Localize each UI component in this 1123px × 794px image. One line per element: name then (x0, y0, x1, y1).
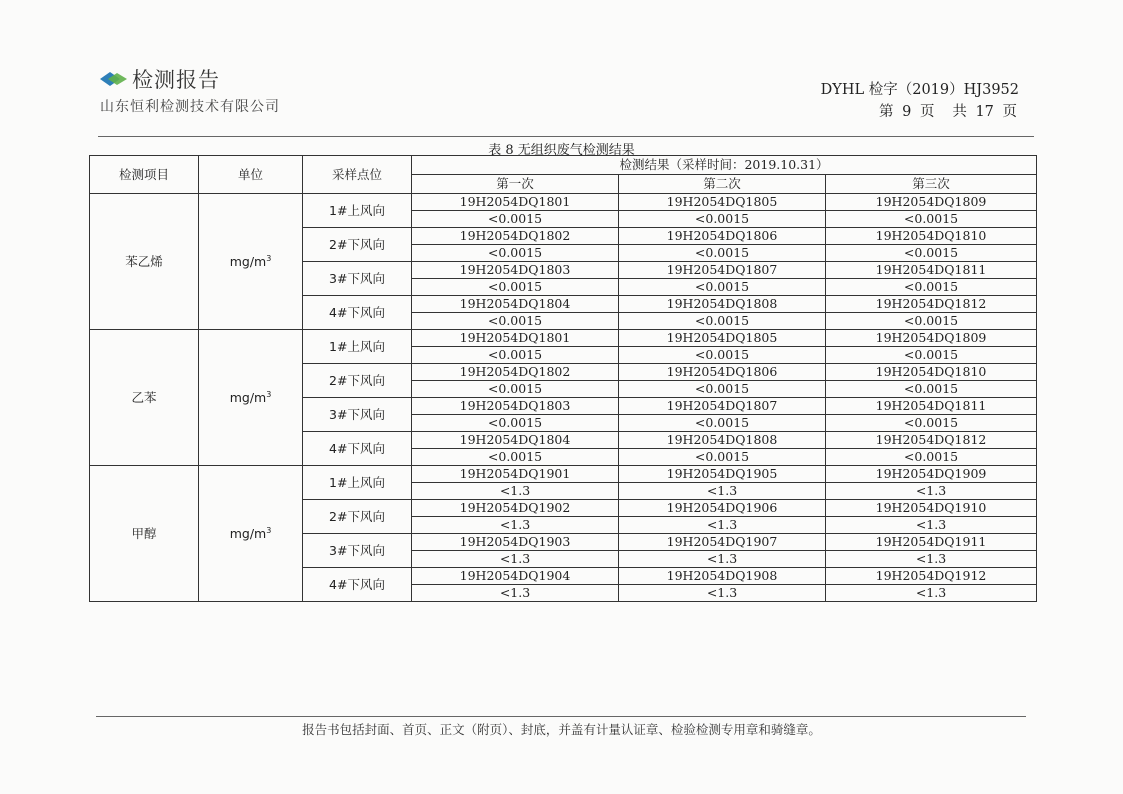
unit-cell (199, 466, 303, 602)
result-value-cell: <0.0015 (412, 211, 619, 228)
header-first: 第一次 (412, 175, 619, 194)
sample-id-cell: 19H2054DQ1910 (826, 500, 1037, 517)
result-value-cell: <1.3 (826, 517, 1037, 534)
header-divider (98, 136, 1034, 137)
header-item: 检测项目 (90, 156, 199, 194)
sample-id-cell: 19H2054DQ1901 (412, 466, 619, 483)
result-value-cell: <1.3 (826, 551, 1037, 568)
sample-id-cell: 19H2054DQ1810 (826, 228, 1037, 245)
result-value-cell: <0.0015 (826, 381, 1037, 398)
site-cell: 1#上风向 (303, 330, 412, 364)
sample-id-cell: 19H2054DQ1801 (412, 194, 619, 211)
result-value-cell: <1.3 (826, 483, 1037, 500)
result-value-cell: <0.0015 (619, 415, 826, 432)
header-result: 检测结果（采样时间：2019.10.31） (412, 156, 1037, 175)
header-second: 第二次 (619, 175, 826, 194)
sample-id-cell: 19H2054DQ1805 (619, 194, 826, 211)
result-value-cell: <1.3 (412, 517, 619, 534)
result-value-cell: <0.0015 (826, 211, 1037, 228)
site-cell: 2#下风向 (303, 228, 412, 262)
header-unit: 单位 (199, 156, 303, 194)
unit-base: mg/m (229, 253, 267, 269)
result-value-cell: <0.0015 (619, 279, 826, 296)
site-cell: 3#下风向 (303, 262, 412, 296)
site-cell: 4#下风向 (303, 568, 412, 602)
company-logo-icon (100, 70, 128, 88)
sample-id-cell: 19H2054DQ1803 (412, 398, 619, 415)
result-value-cell: <0.0015 (826, 313, 1037, 330)
header-site: 采样点位 (303, 156, 412, 194)
sample-id-cell: 19H2054DQ1905 (619, 466, 826, 483)
site-cell: 4#下风向 (303, 296, 412, 330)
page-label: 页 (1002, 104, 1017, 120)
results-table (89, 155, 1037, 602)
results-table-container (89, 155, 1036, 602)
unit-exponent: 3 (266, 253, 272, 263)
unit-base: mg/m (229, 389, 267, 405)
sample-id-cell: 19H2054DQ1902 (412, 500, 619, 517)
result-value-cell: <0.0015 (412, 245, 619, 262)
site-cell: 2#下风向 (303, 500, 412, 534)
table-title: 表 8 无组织废气检测结果 (488, 143, 635, 158)
result-value-cell: <0.0015 (412, 381, 619, 398)
result-value-cell: <0.0015 (619, 449, 826, 466)
footer-divider (96, 716, 1026, 717)
result-value-cell: <1.3 (412, 585, 619, 602)
sample-id-cell: 19H2054DQ1912 (826, 568, 1037, 585)
sample-id-cell: 19H2054DQ1806 (619, 228, 826, 245)
sample-id-cell: 19H2054DQ1810 (826, 364, 1037, 381)
result-value-cell: <0.0015 (619, 245, 826, 262)
sample-id-cell: 19H2054DQ1903 (412, 534, 619, 551)
site-cell: 1#上风向 (303, 466, 412, 500)
sample-id-cell: 19H2054DQ1807 (619, 398, 826, 415)
result-value-cell: <0.0015 (826, 279, 1037, 296)
result-value-cell: <1.3 (412, 551, 619, 568)
result-value-cell: <0.0015 (619, 347, 826, 364)
header-third: 第三次 (826, 175, 1037, 194)
item-cell: 甲醇 (90, 466, 199, 602)
page-total: 17 (975, 104, 994, 120)
site-cell: 2#下风向 (303, 364, 412, 398)
sample-id-cell: 19H2054DQ1911 (826, 534, 1037, 551)
result-value-cell: <0.0015 (826, 415, 1037, 432)
sample-id-cell: 19H2054DQ1804 (412, 432, 619, 449)
result-value-cell: <1.3 (619, 585, 826, 602)
document-number: DYHL 检字（2019）HJ3952 (820, 82, 1019, 98)
result-value-cell: <0.0015 (412, 415, 619, 432)
sample-id-cell: 19H2054DQ1803 (412, 262, 619, 279)
result-value-cell: <0.0015 (412, 313, 619, 330)
unit-cell (199, 194, 303, 330)
result-value-cell: <1.3 (619, 517, 826, 534)
sample-id-cell: 19H2054DQ1812 (826, 432, 1037, 449)
sample-id-cell: 19H2054DQ1906 (619, 500, 826, 517)
result-value-cell: <0.0015 (826, 245, 1037, 262)
page-label: 第 (879, 104, 894, 120)
result-value-cell: <0.0015 (826, 347, 1037, 364)
page-current: 9 (902, 104, 912, 120)
unit-exponent: 3 (266, 389, 272, 399)
results-table-body (90, 194, 1037, 602)
footer-note: 报告书包括封面、首页、正文（附页）、封底，并盖有计量认证章、检验检测专用章和骑缝章。 (302, 722, 821, 737)
unit-base: mg/m (229, 525, 267, 541)
sample-id-cell: 19H2054DQ1808 (619, 296, 826, 313)
sample-id-cell: 19H2054DQ1907 (619, 534, 826, 551)
result-value-cell: <0.0015 (619, 211, 826, 228)
sample-id-cell: 19H2054DQ1801 (412, 330, 619, 347)
sample-id-cell: 19H2054DQ1808 (619, 432, 826, 449)
site-cell: 4#下风向 (303, 432, 412, 466)
result-value-cell: <0.0015 (412, 347, 619, 364)
sample-id-cell: 19H2054DQ1909 (826, 466, 1037, 483)
unit-cell (199, 330, 303, 466)
unit-exponent: 3 (266, 525, 272, 535)
sample-id-cell: 19H2054DQ1908 (619, 568, 826, 585)
table-row (90, 466, 1037, 483)
header-left (100, 64, 280, 116)
result-value-cell: <1.3 (619, 483, 826, 500)
sample-id-cell: 19H2054DQ1809 (826, 330, 1037, 347)
sample-id-cell: 19H2054DQ1806 (619, 364, 826, 381)
sample-id-cell: 19H2054DQ1804 (412, 296, 619, 313)
item-cell: 乙苯 (90, 330, 199, 466)
page-label: 共 (952, 104, 967, 120)
sample-id-cell: 19H2054DQ1904 (412, 568, 619, 585)
sample-id-cell: 19H2054DQ1807 (619, 262, 826, 279)
result-value-cell: <1.3 (619, 551, 826, 568)
site-cell: 3#下风向 (303, 534, 412, 568)
page-indicator (877, 100, 1019, 121)
sample-id-cell: 19H2054DQ1802 (412, 228, 619, 245)
result-value-cell: <0.0015 (619, 381, 826, 398)
result-value-cell: <0.0015 (412, 449, 619, 466)
sample-id-cell: 19H2054DQ1812 (826, 296, 1037, 313)
result-value-cell: <1.3 (826, 585, 1037, 602)
result-value-cell: <0.0015 (619, 313, 826, 330)
result-value-cell: <1.3 (412, 483, 619, 500)
sample-id-cell: 19H2054DQ1811 (826, 398, 1037, 415)
table-row (90, 330, 1037, 347)
site-cell: 1#上风向 (303, 194, 412, 228)
item-cell: 苯乙烯 (90, 194, 199, 330)
company-name: 山东恒利检测技术有限公司 (100, 99, 280, 115)
sample-id-cell: 19H2054DQ1802 (412, 364, 619, 381)
result-value-cell: <0.0015 (826, 449, 1037, 466)
table-row (90, 194, 1037, 211)
sample-id-cell: 19H2054DQ1809 (826, 194, 1037, 211)
sample-id-cell: 19H2054DQ1811 (826, 262, 1037, 279)
report-title: 检测报告 (132, 68, 220, 92)
page-label: 页 (920, 104, 935, 120)
sample-id-cell: 19H2054DQ1805 (619, 330, 826, 347)
result-value-cell: <0.0015 (412, 279, 619, 296)
site-cell: 3#下风向 (303, 398, 412, 432)
